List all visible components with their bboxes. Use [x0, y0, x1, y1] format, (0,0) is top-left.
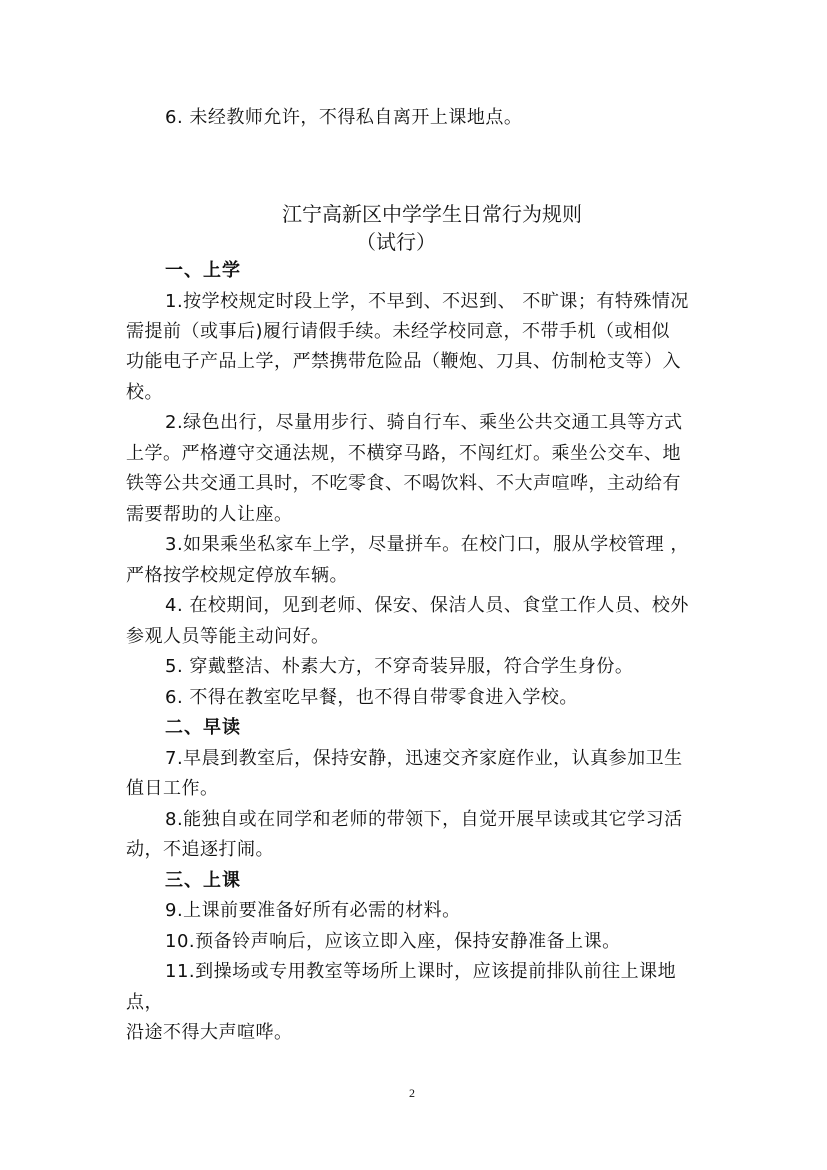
paragraph-line: 10.预备铃声响后，应该立即入座，保持安静准备上课。	[165, 931, 621, 952]
paragraph-line: 点，	[126, 992, 163, 1013]
section-heading-2: 二、早读	[165, 717, 241, 738]
paragraph-line: 7.早晨到教室后，保持安静，迅速交齐家庭作业，认真参加卫生	[165, 748, 683, 769]
paragraph-line: 11.到操场或专用教室等场所上课时，应该提前排队前往上课地	[165, 961, 677, 982]
paragraph-line: 值日工作。	[126, 778, 219, 799]
paragraph-line: 2.绿色出行，尽量用步行、骑自行车、乘坐公共交通工具等方式	[165, 412, 683, 433]
paragraph-line: 需要帮助的人让座。	[126, 504, 293, 525]
paragraph-line: 1.按学校规定时段上学，不早到、不迟到、 不旷课；有特殊情况	[165, 291, 689, 312]
page-number: 2	[409, 1086, 415, 1100]
paragraph-line: 严格按学校规定停放车辆。	[126, 565, 348, 586]
paragraph-line: 沿途不得大声喧哗。	[126, 1022, 293, 1043]
paragraph-line: 动，不追逐打闹。	[126, 839, 274, 860]
paragraph-line: 铁等公共交通工具时，不吃零食、不喝饮料、不大声喧哗，主动给有	[126, 473, 681, 494]
paragraph-line: 4. 在校期间，见到老师、保安、保洁人员、食堂工作人员、校外	[165, 595, 689, 616]
section-heading-1: 一、上学	[165, 260, 241, 281]
paragraph-line: 5. 穿戴整洁、朴素大方，不穿奇装异服，符合学生身份。	[165, 656, 634, 677]
paragraph-line: 8.能独自或在同学和老师的带领下，自觉开展早读或其它学习活	[165, 809, 683, 830]
paragraph-line: 上学。严格遵守交通法规，不横穿马路，不闯红灯。乘坐公交车、地	[126, 443, 681, 464]
section-heading-3: 三、上课	[165, 870, 241, 891]
paragraph-line: 3.如果乘坐私家车上学，尽量拼车。在校门口，服从学校管理 ，	[165, 534, 689, 555]
paragraph-line: 功能电子产品上学，严禁携带危险品（鞭炮、刀具、仿制枪支等）入	[126, 351, 681, 372]
paragraph-line: 9.上课前要准备好所有必需的材料。	[165, 900, 461, 921]
top-item: 6. 未经教师允许，不得私自离开上课地点。	[165, 107, 523, 128]
doc-subtitle: （试行）	[356, 230, 436, 254]
paragraph-line: 校。	[126, 382, 163, 403]
doc-title: 江宁高新区中学学生日常行为规则	[282, 202, 582, 226]
paragraph-line: 参观人员等能主动问好。	[126, 626, 330, 647]
paragraph-line: 需提前（或事后)履行请假手续。未经学校同意，不带手机（或相似	[126, 321, 671, 342]
paragraph-line: 6. 不得在教室吃早餐，也不得自带零食进入学校。	[165, 687, 578, 708]
